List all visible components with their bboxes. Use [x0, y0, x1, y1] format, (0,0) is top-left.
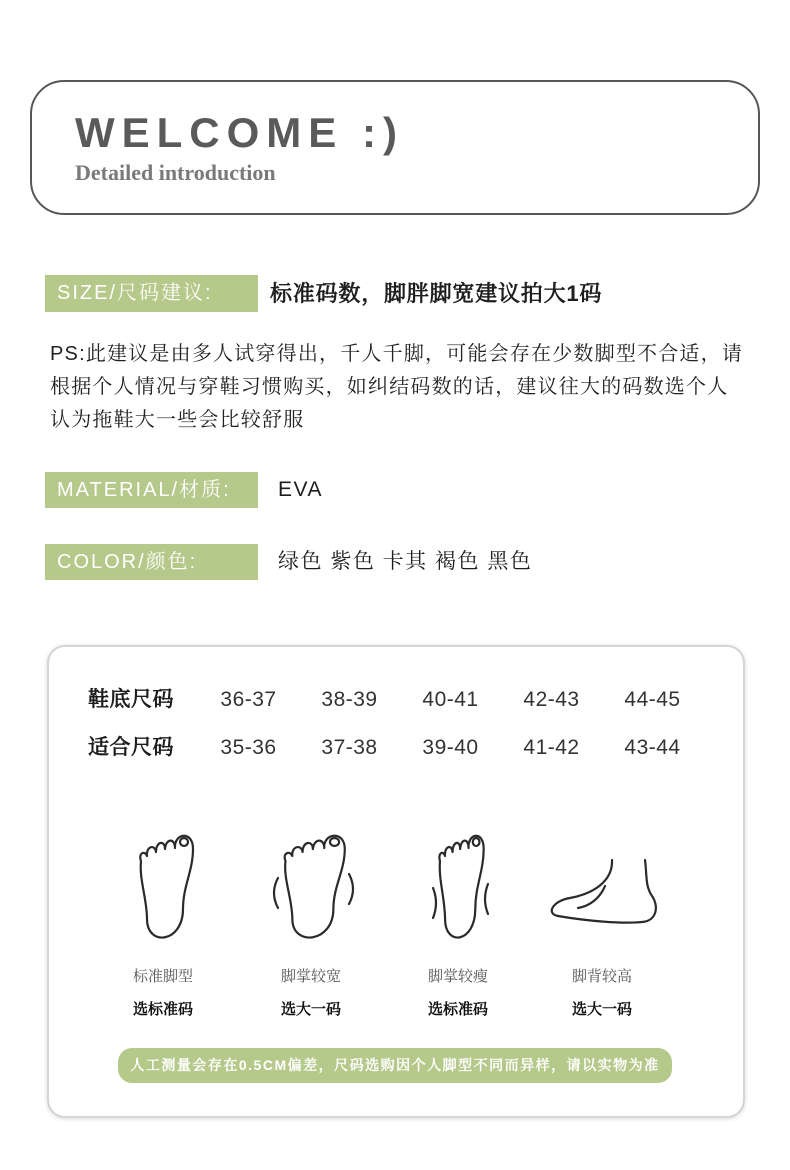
color-label: COLOR/颜色: — [45, 544, 258, 580]
material-value: EVA — [278, 478, 323, 501]
toenail — [330, 838, 339, 846]
toenail — [473, 838, 480, 846]
size-cell: 42-43 — [523, 688, 580, 711]
width-mark — [274, 878, 278, 908]
size-note-paragraph — [50, 338, 750, 437]
standard-foot-icon — [103, 828, 223, 948]
foot-size-advice: 选大一码 — [571, 1001, 632, 1018]
size-label: SIZE/尺码建议: — [45, 275, 258, 312]
thin-foot-icon — [398, 828, 518, 948]
measurement-disclaimer: 人工测量会存在0.5CM偏差，尺码选购因个人脚型不同而异样，请以实物为准 — [118, 1048, 672, 1083]
color-options: 绿色 紫色 卡其 褐色 黑色 — [278, 550, 533, 573]
size-note-line: 根据个人情况与穿鞋习惯购买，如纠结码数的话，建议往大的码数选个人 — [50, 376, 729, 398]
size-cell: 35-36 — [220, 736, 277, 759]
row-values — [198, 685, 703, 715]
size-cell: 39-40 — [422, 736, 479, 759]
width-mark — [349, 874, 353, 904]
high-instep-foot-icon — [542, 828, 662, 948]
foot-outline — [552, 860, 656, 923]
foot-size-advice: 选标准码 — [427, 1001, 488, 1018]
fit-size-row — [49, 733, 743, 763]
wide-foot-icon — [251, 828, 371, 948]
size-cell: 43-44 — [624, 736, 681, 759]
material-label: MATERIAL/材质: — [45, 472, 258, 508]
size-cell: 38-39 — [321, 688, 378, 711]
foot-outline — [439, 836, 483, 938]
foot-type-label: 标准脚型 — [132, 968, 193, 985]
foot-type-label: 脚掌较宽 — [280, 968, 341, 985]
sole-size-row — [49, 685, 743, 715]
row-label: 适合尺码 — [88, 736, 174, 759]
foot-type-high-instep — [532, 828, 672, 1028]
size-note-line: 认为拖鞋大一些会比较舒服 — [50, 409, 305, 431]
size-recommendation: 标准码数，脚胖脚宽建议拍大1码 — [270, 281, 603, 306]
welcome-title: WELCOME :) — [75, 109, 404, 156]
size-chart-card — [47, 645, 745, 1118]
foot-type-label: 脚掌较瘦 — [427, 968, 488, 985]
welcome-banner — [30, 80, 760, 215]
size-cell: 37-38 — [321, 736, 378, 759]
foot-type-thin — [388, 828, 528, 1028]
instep-mark — [578, 886, 605, 908]
width-mark — [433, 888, 436, 918]
width-mark — [485, 884, 488, 914]
foot-outline — [285, 836, 345, 938]
foot-size-advice: 选大一码 — [280, 1001, 341, 1018]
size-cell: 40-41 — [422, 688, 479, 711]
foot-type-label: 脚背较高 — [571, 968, 632, 985]
size-cell: 36-37 — [220, 688, 277, 711]
size-cell: 41-42 — [523, 736, 580, 759]
foot-type-standard — [93, 828, 233, 1028]
size-cell: 44-45 — [624, 688, 681, 711]
row-label: 鞋底尺码 — [88, 688, 174, 711]
welcome-subtitle: Detailed introduction — [75, 160, 276, 185]
size-note-line: PS:此建议是由多人试穿得出，千人千脚，可能会存在少数脚型不合适，请 — [50, 343, 744, 365]
foot-outline — [140, 836, 193, 938]
foot-size-advice: 选标准码 — [132, 1001, 193, 1018]
row-values — [198, 733, 703, 763]
foot-type-wide — [241, 828, 381, 1028]
toenail — [180, 838, 188, 846]
